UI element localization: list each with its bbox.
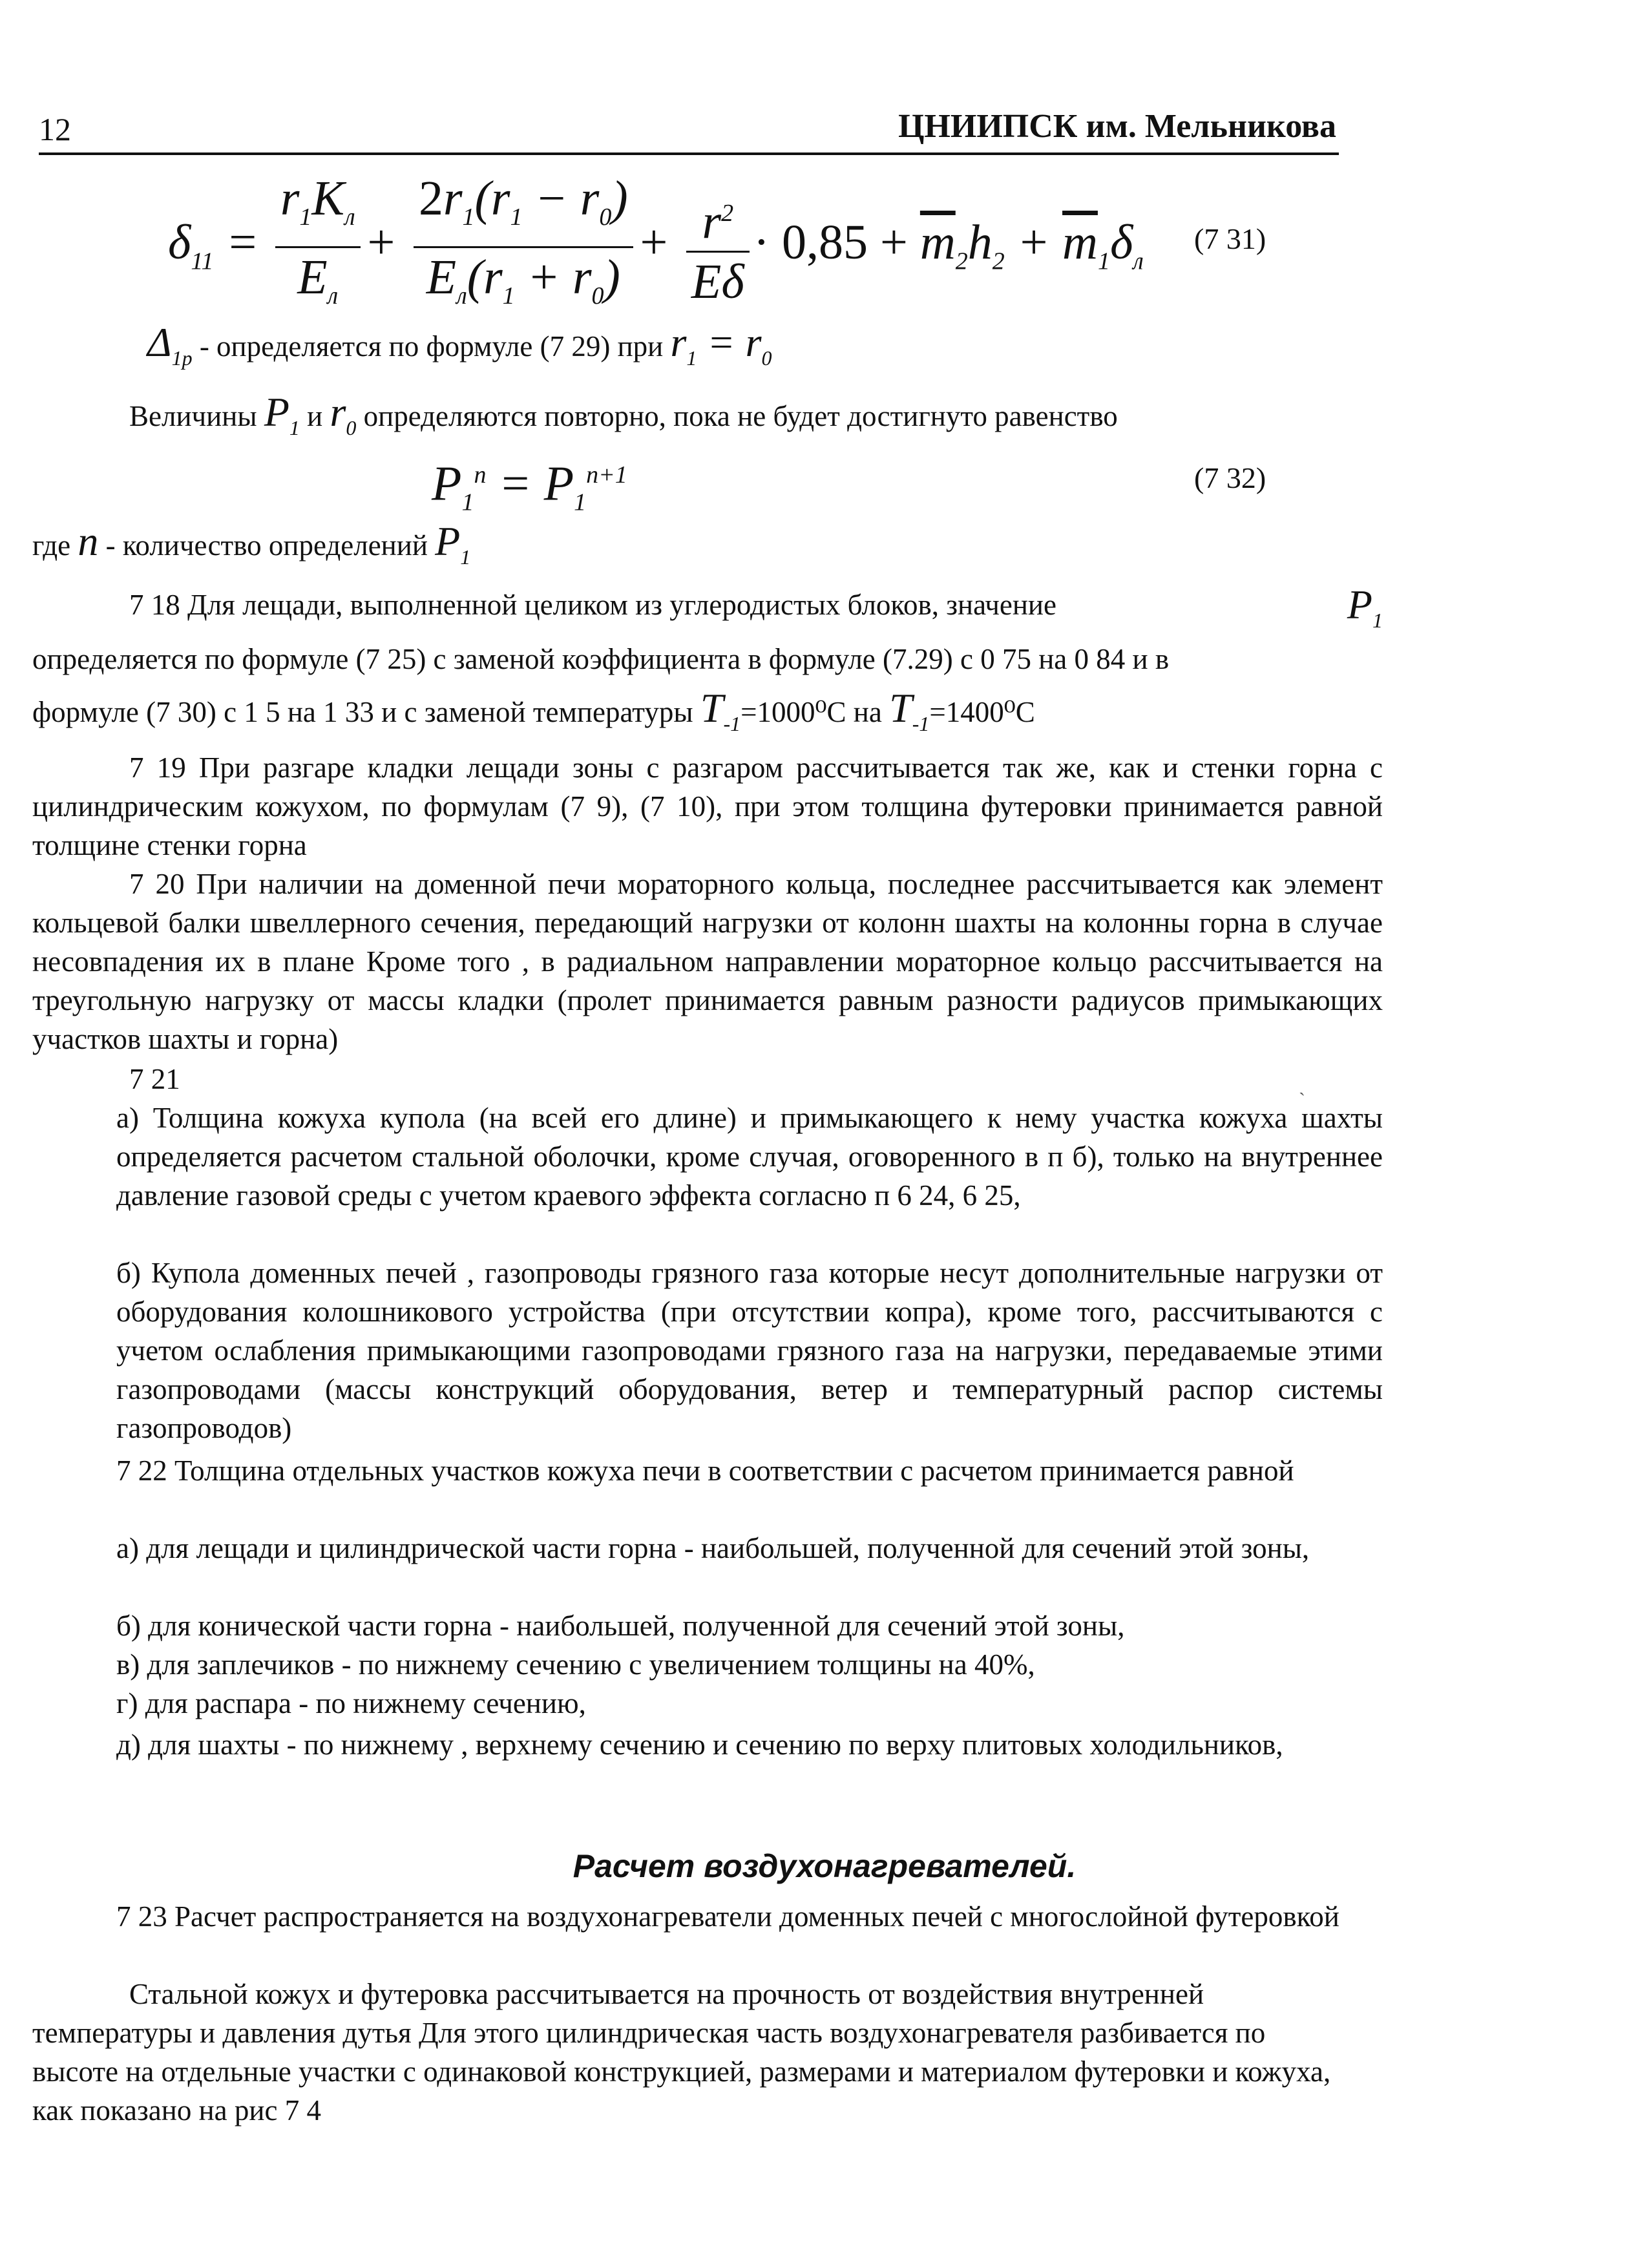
where-text-b: - количество определений	[105, 529, 428, 562]
para-7-18-b: определяется по формуле (7 25) с заменой коэффициента в формуле (7.29) с 0 75 на 0 84 и в	[32, 643, 1170, 675]
repeat-text-c: определяются повторно, пока не будет достигнуто равенство	[363, 400, 1118, 432]
para-7-19-text: 7 19 При разгаре кладки лещади зоны с разгаром рассчитывается так же, как и стенки горна с цилиндрическим кожухом, по формулам (7 9), (7 10), при этом толщина футеровки принимается равной толщине стенки горна	[32, 751, 1383, 861]
para-7-22-b: б) для конической части горна - наибольшей, полученной для сечений этой зоны,	[116, 1610, 1125, 1642]
para-7-22-a-text: а) для лещади и цилиндрической части горна - наибольшей, полученной для сечений этой зоны,	[116, 1532, 1310, 1564]
para-7-21-b	[116, 1254, 1383, 1447]
header-rule	[39, 152, 1339, 155]
para-7-20-text: 7 20 При наличии на доменной печи мораторного кольца, последнее рассчитывается как элемент кольцевой балки швеллерного сечения, передающий нагрузки от колонн шахты на колонны горна в случае несовпадения их в плане Кроме того , в радиальном направлении мораторное кольцо рассчитывается на треугольную нагрузку от массы кладки (пролет принимается равным разности радиусов примыкающих участков шахты и горна)	[32, 868, 1383, 1055]
fraction-2: $\frac{2r_1(r_1 - r_0)}{E_л(r_1 + r_0)}$	[414, 169, 633, 325]
repeat-text-a: Величины	[129, 400, 257, 432]
fraction-1: $\frac{r_1K_л}{E_л}$	[275, 169, 361, 325]
para-7-18-line3: формуле (7 30) с 1 5 на 1 33 и с заменой температуры $T_{-1}=1000^0С$ на $T_{-1}=1400^0С$	[32, 685, 1035, 735]
where-line: где n - количество определений $P_1$	[32, 518, 471, 569]
where-text-a: где	[32, 529, 71, 562]
stray-mark: ˎ	[1299, 1075, 1305, 1096]
equation-number-7-31: (7 31)	[1194, 222, 1266, 255]
equation-number-7-32: (7 32)	[1194, 461, 1266, 494]
page-number: 12	[39, 111, 71, 147]
para-7-23-b-text: Стальной кожух и футеровка рассчитывается на прочность от воздействия внутренней температуры и давления дутья Для этого цилиндрическая часть воздухонагревателя разбивается по высоте на отдельные участки с одинаковой конструкцией, размерами и материалом футеровки и кожуха, как показано на рис 7 4	[32, 1978, 1331, 2126]
para-7-22-text: 7 22 Толщина отдельных участков кожуха печи в соответствии с расчетом принимается равной	[116, 1454, 1294, 1487]
section-heading: Расчет воздухонагревателей.	[572, 1848, 1077, 1884]
para-7-18-line2	[32, 640, 1169, 678]
para-7-22-c: в) для заплечиков - по нижнему сечению с увеличением толщины на 40%,	[116, 1648, 1035, 1681]
para-7-18-a: 7 18 Для лещади, выполненной целиком из углеродистых блоков, значение	[129, 589, 1056, 621]
para-7-22	[32, 1451, 1383, 1490]
para-7-21-a-text: а) Толщина кожуха купола (на всей его длине) и примыкающего к нему участка кожуха шахты определяется расчетом стальной оболочки, кроме случая, оговоренного в п б), только на внутреннее давление газовой среды с учетом краевого эффекта согласно п 6 24, 6 25,	[116, 1102, 1383, 1212]
para-7-22-d: г) для распара - по нижнему сечению,	[116, 1687, 586, 1719]
delta-definition: $\Delta_{1р}$ - определяется по формуле (7 29) при $r_1 = r_0$	[147, 319, 772, 370]
para-7-19	[32, 748, 1383, 865]
formula-7-32: $P_1^n = P_1^{n+1}$	[432, 456, 627, 516]
para-7-21-a	[116, 1098, 1383, 1215]
formula-7-31: $\delta_{11}$ = $\frac{r_1K_л}{E_л}$ + $\frac{2r_1(r_1 - r_0)}{E_л(r_1 + r_0)}$ + $\frac{r^2}{E\delta}$ · $0,85 + \overline{m}_2h_2 + \overline{m}_1\delta_л$	[168, 169, 1144, 325]
delta-text: - определяется по формуле (7 29) при	[199, 330, 664, 362]
para-7-20	[32, 865, 1383, 1058]
running-header-title: ЦНИИПСК им. Мельникова	[898, 108, 1336, 145]
para-7-23	[32, 1897, 1344, 1936]
formula-tail: · 0,85 +	[753, 215, 908, 270]
fraction-3: $\frac{r^2}{E\delta}$	[686, 184, 750, 311]
para-7-18-c: формуле (7 30) с 1 5 на 1 33 и с заменой температуры	[32, 696, 693, 728]
para-7-21-b-text: б) Купола доменных печей , газопроводы грязного газа которые несут дополнительные нагрузки от оборудования колошникового устройства (при отсутствии копра), кроме того, рассчитываются с учетом ослабления примыкающими газопроводами грязного газа на нагрузки, передаваемые этими газопроводами (массы конструкций оборудования, ветер и температурный распор системы газопроводов)	[116, 1257, 1383, 1444]
para-7-18-line1: 7 18 Для лещади, выполненной целиком из углеродистых блоков, значение $P_1$	[129, 585, 1383, 640]
para-7-18-e: =1400⁰С	[929, 696, 1035, 728]
para-7-18-d: =1000⁰С на	[740, 696, 882, 728]
repeat-line: Величины $P_1$ и $r_0$ определяются повторно, пока не будет достигнуто равенство	[129, 389, 1118, 439]
para-7-23-text: 7 23 Расчет распространяется на воздухонагреватели доменных печей с многослойной футеровкой	[116, 1900, 1339, 1933]
para-7-21: 7 21	[129, 1063, 180, 1095]
para-7-23-b	[32, 1975, 1344, 2130]
para-7-22-e-text: д) для шахты - по нижнему , верхнему сечению и сечению по верху плитовых холодильников,	[116, 1728, 1283, 1761]
para-7-22-e	[116, 1725, 1383, 1764]
repeat-text-b: и	[307, 400, 323, 432]
para-7-22-a	[116, 1529, 1383, 1568]
